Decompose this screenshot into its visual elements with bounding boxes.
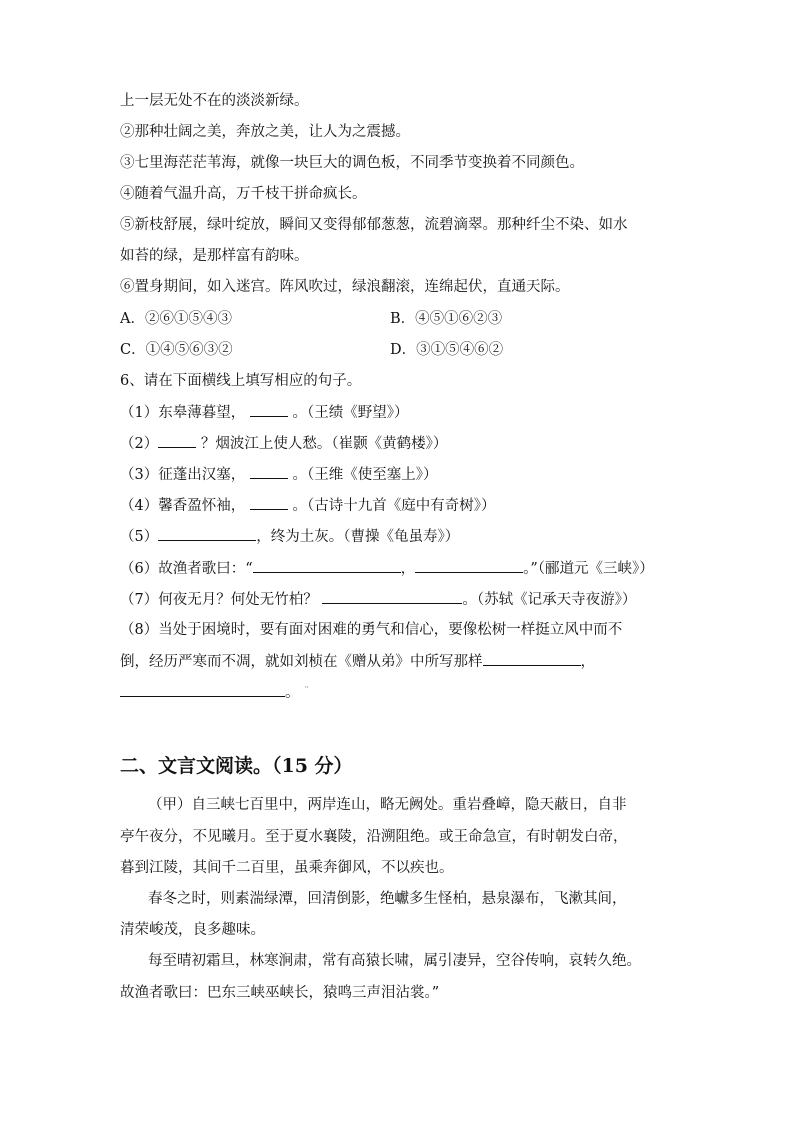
- q6-item-8-line-1: （8）当处于困境时，要有面对困难的勇气和信心，要像松树一样挺立风中而不: [120, 622, 623, 638]
- option-c: C．①④⑤⑥③②: [120, 342, 233, 358]
- q6-item-7-post: 。（苏轼《记承天寺夜游》）: [462, 592, 637, 608]
- q6-item-7-pre: （7）何夜无月？何处无竹柏？: [120, 592, 318, 608]
- blank-6a[interactable]: [253, 558, 401, 573]
- q6-item-4: [120, 495, 495, 516]
- option-d: D．③①⑤④⑥②: [390, 342, 504, 358]
- stray-mark: ¨: [304, 686, 310, 697]
- q6-item-3: [120, 464, 437, 485]
- blank-1[interactable]: [250, 402, 288, 417]
- blank-8b[interactable]: [120, 682, 285, 697]
- blank-8a[interactable]: [483, 651, 581, 666]
- blank-4[interactable]: [250, 495, 288, 510]
- passage-2-line-1: 春冬之时，则素湍绿潭，回清倒影，绝巘多生怪柏，悬泉瀑布，飞漱其间，: [148, 891, 627, 907]
- q6-item-6-post: 。”（郦道元《三峡》）: [523, 561, 654, 577]
- blank-3[interactable]: [250, 464, 288, 479]
- text-line-5: ⑤新枝舒展，绿叶绽放，瞬间又变得郁郁葱葱，流碧滴翠。那种纤尘不染、如水: [120, 217, 628, 233]
- q6-item-8-line-2: [120, 651, 595, 672]
- q6-item-3-pre: （3）征蓬出汉塞，: [120, 467, 246, 483]
- option-b: B．④⑤①⑥②③: [390, 311, 503, 327]
- text-line-3: ③七里海茫茫苇海，就像一块巨大的调色板，不同季节变换着不同颜色。: [120, 155, 584, 171]
- text-line-1: 上一层无处不在的淡淡新绿。: [120, 93, 309, 109]
- q6-item-4-pre: （4）馨香盈怀袖，: [120, 498, 246, 514]
- passage-2-line-2: 清荣峻茂，良多趣味。: [120, 922, 265, 938]
- q6-item-5-post: ，终为土灰。（曹操《龟虽寿》）: [256, 529, 460, 545]
- q6-item-3-post: 。（王维《使至塞上》）: [292, 467, 438, 483]
- q6-item-2-pre: （2）: [120, 436, 159, 452]
- q6-item-2-post: ？烟波江上使人愁。（崔颢《黄鹤楼》）: [200, 436, 448, 452]
- text-line-4: ④随着气温升高，万千枝干拼命疯长。: [120, 186, 367, 202]
- q6-item-4-post: 。（古诗十九首《庭中有奇树》）: [292, 498, 496, 514]
- blank-6b[interactable]: [415, 558, 523, 573]
- option-row-2: [120, 340, 504, 360]
- q6-item-1-post: 。（王绩《野望》）: [292, 405, 409, 421]
- q6-item-7: [120, 589, 636, 610]
- option-row-1: [120, 309, 503, 329]
- passage-3-line-2: 故渔者歌曰：巴东三峡巫峡长，猿鸣三声泪沾裳。”: [120, 985, 440, 1001]
- q6-item-8-line-2-pre: 倒，经历严寒而不凋，就如刘桢在《赠从弟》中所写那样: [120, 654, 483, 670]
- q6-item-8-line-3-post: 。: [285, 685, 300, 701]
- q6-item-6: [120, 558, 654, 579]
- q6-item-5-pre: （5）: [120, 529, 159, 545]
- text-line-6: 如苔的绿，是那样富有韵味。: [120, 248, 309, 264]
- q6-item-8-line-2-post: ，: [580, 654, 595, 670]
- text-line-7: ⑥置身期间，如入迷宫。阵风吹过，绿浪翻滚，连绵起伏，直通天际。: [120, 279, 570, 295]
- option-a: A．②⑥①⑤④③: [120, 311, 232, 327]
- passage-1-line-2: 亭午夜分，不见曦月。至于夏水襄陵，沿溯阻绝。或王命急宣，有时朝发白帝，: [120, 829, 628, 845]
- q6-item-6-mid: ，: [400, 561, 416, 577]
- passage-1-line-1: （甲）自三峡七百里中，两岸连山，略无阙处。重岩叠嶂，隐天蔽日，自非: [148, 797, 627, 813]
- section-2-heading: 二、文言文阅读。（15 分）: [120, 755, 353, 777]
- q6-item-6-pre: （6）故渔者歌曰：“: [120, 561, 253, 577]
- passage-3-line-1: 每至晴初霜旦，林寒涧肃，常有高猿长啸，属引凄异，空谷传响，哀转久绝。: [148, 953, 641, 969]
- q6-item-5: [120, 526, 459, 547]
- q6-item-2: [120, 433, 447, 454]
- q6-item-1: [120, 402, 408, 423]
- q6-item-1-pre: （1）东皋薄暮望，: [120, 405, 246, 421]
- text-line-2: ②那种壮阔之美，奔放之美，让人为之震撼。: [120, 124, 410, 140]
- blank-5[interactable]: [158, 526, 256, 541]
- q6-item-8-line-3: [120, 682, 309, 703]
- blank-7[interactable]: [322, 589, 462, 604]
- question-6-title: 6、请在下面横线上填写相应的句子。: [120, 373, 362, 389]
- blank-2[interactable]: [158, 433, 196, 448]
- passage-1-line-3: 暮到江陵，其间千二百里，虽乘奔御风，不以疾也。: [120, 860, 454, 876]
